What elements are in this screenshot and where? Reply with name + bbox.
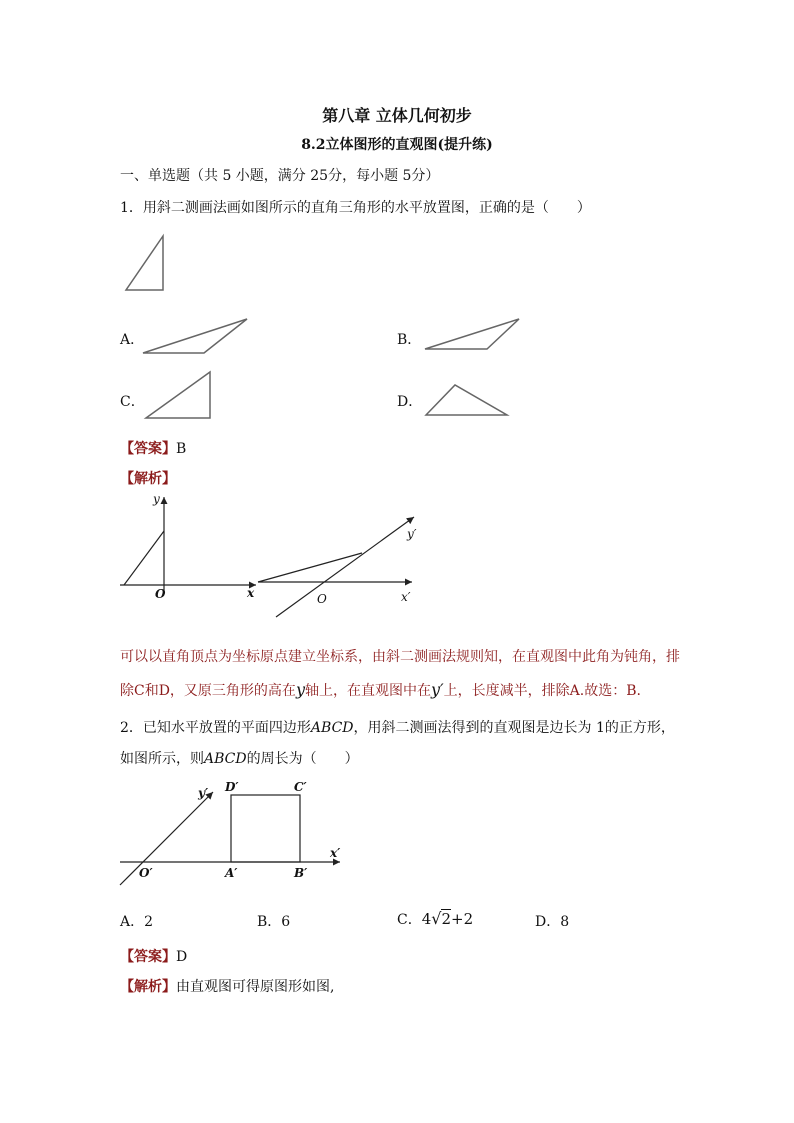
q2-analysis <box>120 976 334 996</box>
q2-option-d[interactable]: D．8 <box>535 914 570 930</box>
q2-option-c-prefix: C． <box>397 912 422 928</box>
q2-label-y-prime: y′ <box>198 786 209 800</box>
q1-expl-part-e: 上，长度减半，排除A.故选：B. <box>443 683 641 699</box>
q2-analysis-text: 由直观图可得原图形如图, <box>176 979 335 995</box>
q2-label-d-prime: D′ <box>225 780 239 794</box>
q1-expl-y-prime: y′ <box>430 680 444 699</box>
q2-analysis-tag: 【解析】 <box>120 979 176 995</box>
section-title: 8.2立体图形的直观图(提升练) <box>301 137 493 153</box>
q2-stem-abcd: ABCD <box>310 720 354 736</box>
q2-square <box>231 795 300 862</box>
q1-analysis-tag: 【解析】 <box>120 471 176 487</box>
q1-explanation-line1: 可以以直角顶点为坐标原点建立坐标系，由斜二测画法规则知，在直观图中此角为钝角，排 <box>120 649 680 665</box>
q2-label-b-prime: B′ <box>294 866 308 880</box>
q1-stem: 1．用斜二测画法画如图所示的直角三角形的水平放置图，正确的是（ ） <box>120 200 591 216</box>
q2-label-c-prime: C′ <box>294 780 307 794</box>
q2-stem-part-b: ，用斜二测画法得到的直观图是边长为 1的正方形， <box>353 720 675 736</box>
chapter-title: 第八章 立体几何初步 <box>322 106 472 125</box>
q1-option-d[interactable]: D． <box>397 394 423 410</box>
q2-option-c[interactable] <box>397 909 473 929</box>
sqrt-symbol-icon: √ <box>431 909 442 928</box>
q1-expl-part-c: 轴上，在直观图中在 <box>304 683 431 699</box>
q1-option-b[interactable]: B． <box>397 332 422 348</box>
section-heading: 一、单选题（共 5 小题，满分 25分，每小题 5分） <box>120 168 440 184</box>
q1-label-y: y <box>153 492 160 506</box>
q2-label-x-prime: x′ <box>330 846 341 860</box>
q1-label-x-prime: x′ <box>401 590 411 604</box>
q1-expl-y: y <box>295 680 305 699</box>
q1-label-o2: O <box>317 592 327 606</box>
q2-stem-part-d: 的周长为（ ） <box>246 751 359 767</box>
q2-stem-abcd-2: ABCD <box>204 751 247 767</box>
q2-label-o-prime: O′ <box>139 866 153 880</box>
q2-option-a[interactable]: A．2 <box>120 914 154 930</box>
q2-option-c-rest: +2 <box>451 910 474 928</box>
q1-option-a[interactable]: A． <box>120 332 145 348</box>
q2-answer-tag: 【答案】 <box>120 949 176 965</box>
q1-label-x: x <box>247 586 255 600</box>
q2-stem-part-c: 如图所示，则 <box>120 751 204 767</box>
q2-stem-part-a: 2．已知水平放置的平面四边形 <box>120 720 311 736</box>
q1-label-y-prime: y′ <box>407 527 417 541</box>
q1-option-c[interactable]: C． <box>120 394 145 410</box>
q1-label-o: O <box>155 587 166 601</box>
q1-answer-tag: 【答案】 <box>120 441 176 457</box>
q2-label-a-prime: A′ <box>225 866 238 880</box>
q1-answer-value: B <box>176 441 187 457</box>
q2-option-c-coef: 4 <box>421 910 432 928</box>
q1-expl-part-a: 除C和D，又原三角形的高在 <box>120 683 296 699</box>
q2-y-axis <box>120 792 213 885</box>
q2-answer-value: D <box>176 949 188 965</box>
q2-option-c-radicand: 2 <box>441 910 452 928</box>
q2-answer <box>120 946 187 966</box>
q2-option-b[interactable]: B．6 <box>257 914 291 930</box>
